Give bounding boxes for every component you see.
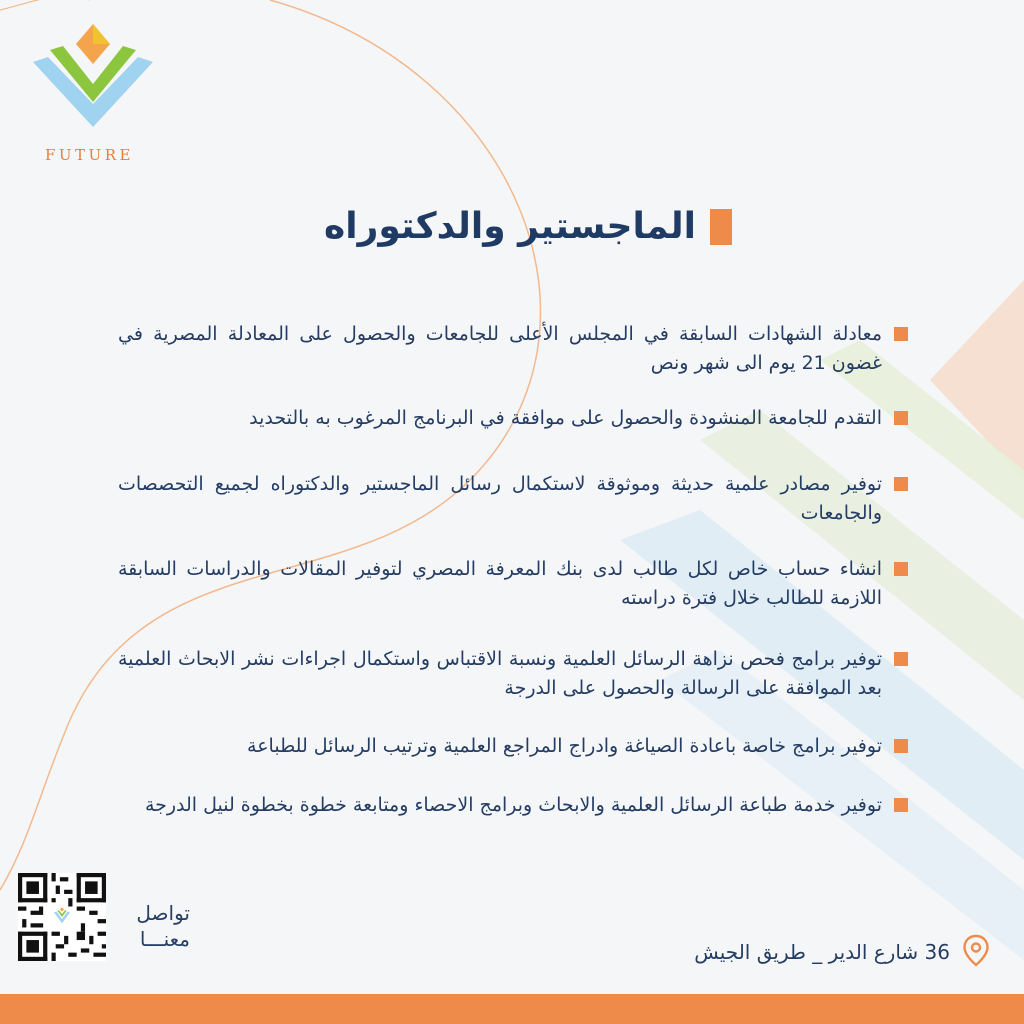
bullet-square-icon (894, 562, 908, 576)
bullet-square-icon (894, 798, 908, 812)
list-item-text: انشاء حساب خاص لكل طالب لدى بنك المعرفة المصري لتوفير المقالات والدراسات السابقة اللازمة للطالب خلال فترة دراسته (118, 558, 882, 609)
title-text: الماجستير والدكتوراه (324, 206, 696, 247)
list-item (118, 791, 908, 820)
list-item (118, 555, 908, 613)
address-text: 36 شارع الدير _ طريق الجيش (694, 940, 950, 964)
list-item (118, 404, 908, 433)
services-list (118, 320, 908, 820)
footer-bar (0, 994, 1024, 1024)
list-item-text: معادلة الشهادات السابقة في المجلس الأعلى للجامعات والحصول على المعادلة المصرية في غضون 21 يوم الى شهر ونص (118, 323, 882, 374)
page-title (324, 206, 732, 247)
list-item (118, 732, 908, 761)
list-item-text: توفير برامج خاصة باعادة الصياغة وادراج المراجع العلمية وترتيب الرسائل للطباعة (247, 735, 882, 757)
bullet-square-icon (894, 327, 908, 341)
future-logo-icon (28, 22, 158, 142)
brand-name: FUTURE (45, 146, 134, 164)
location-pin-icon (962, 934, 990, 968)
list-item (118, 645, 908, 703)
list-item (118, 320, 908, 378)
list-item-text: التقدم للجامعة المنشودة والحصول على موافقة في البرنامج المرغوب به بالتحديد (249, 407, 882, 429)
list-item-text: توفير مصادر علمية حديثة وموثوقة لاستكمال رسائل الماجستير والدكتوراه لجميع التحصصات والجامعات (118, 473, 882, 524)
contact-us (118, 900, 190, 952)
qr-code-icon[interactable] (18, 873, 106, 961)
bullet-square-icon (894, 411, 908, 425)
title-accent-bar (710, 209, 732, 245)
bullet-square-icon (894, 739, 908, 753)
list-item (118, 470, 908, 528)
list-item-text: توفير خدمة طباعة الرسائل العلمية والابحاث وبرامج الاحصاء ومتابعة خطوة بخطوة لنيل الدرجة (144, 794, 882, 816)
bullet-square-icon (894, 652, 908, 666)
list-item-text: توفير برامج فحص نزاهة الرسائل العلمية ونسبة الاقتباس واستكمال اجراءات نشر الابحاث العلمية بعد الموافقة على الرسالة والحصول على الدرجة (118, 648, 882, 699)
contact-line-1: تواصل (136, 901, 190, 925)
contact-line-2: معنـــا (139, 927, 190, 951)
bullet-square-icon (894, 477, 908, 491)
